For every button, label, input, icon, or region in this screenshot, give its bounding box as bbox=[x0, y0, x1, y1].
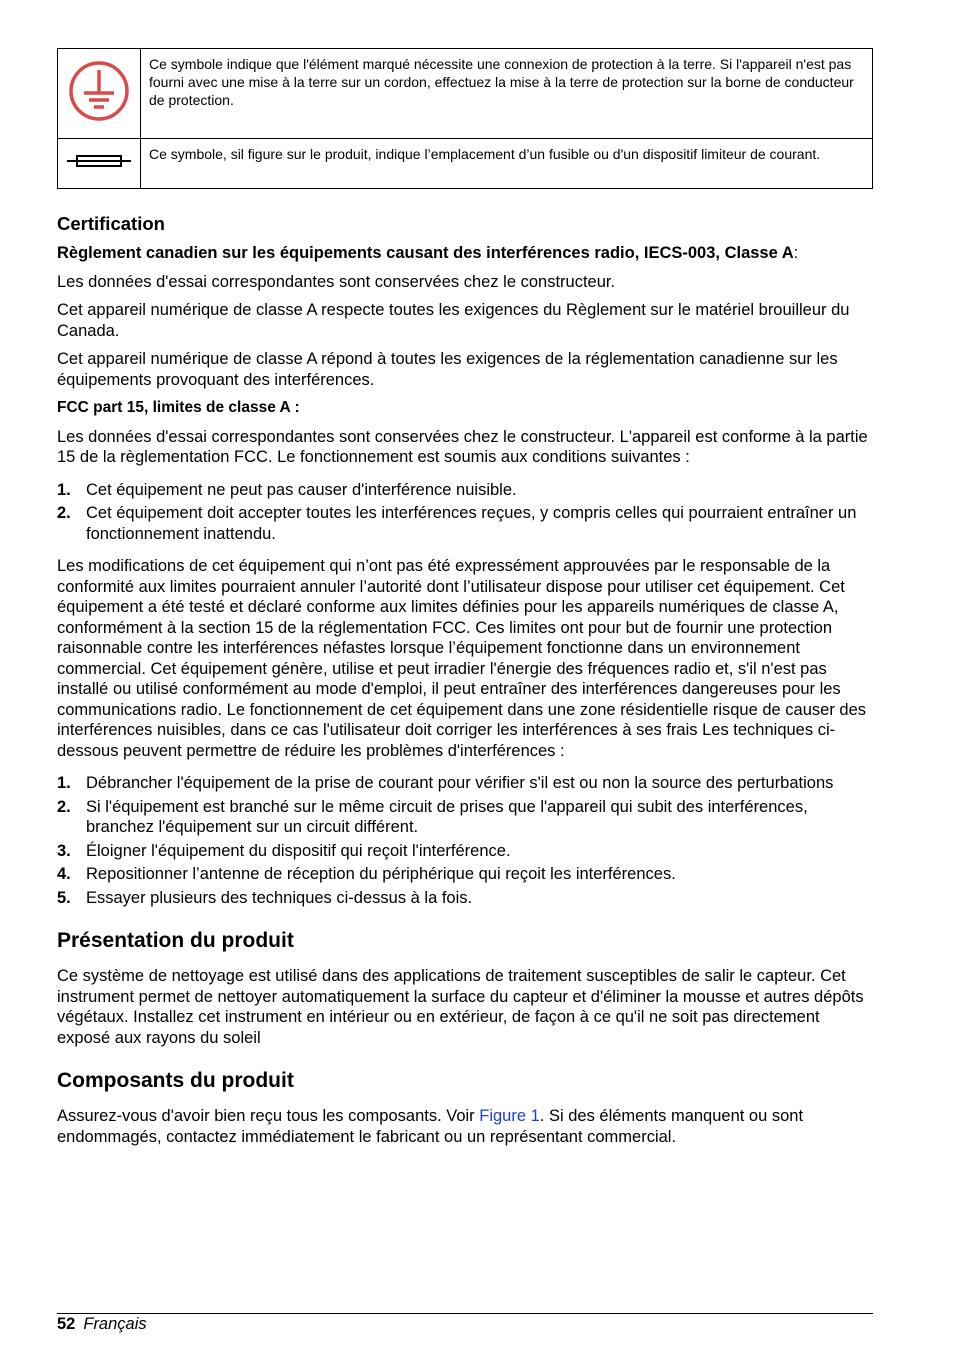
list-item bbox=[57, 797, 873, 838]
table-row bbox=[58, 49, 873, 139]
page-number: 52 bbox=[57, 1315, 76, 1333]
list-item bbox=[57, 888, 873, 909]
list-number: 1. bbox=[57, 774, 71, 792]
list-item bbox=[57, 503, 873, 544]
fcc-title: FCC part 15, limites de classe A : bbox=[57, 399, 300, 416]
protective-earth-ground-icon bbox=[68, 60, 130, 122]
list-number: 2. bbox=[57, 504, 71, 522]
list-item bbox=[57, 864, 873, 885]
list-item bbox=[57, 773, 873, 794]
list-text: Éloigner l'équipement du dispositif qui reçoit l'interférence. bbox=[86, 841, 511, 860]
certification-heading: Certification bbox=[57, 213, 165, 234]
page-content bbox=[57, 48, 873, 1155]
symbol-description: Ce symbole, sil figure sur le produit, indique l’emplacement d’un fusible ou d'un dispositif limiteur de courant. bbox=[141, 139, 873, 189]
paragraph bbox=[57, 1106, 873, 1147]
list-text: Repositionner l’antenne de réception du périphérique qui reçoit les interférences. bbox=[86, 865, 676, 883]
table-row bbox=[58, 139, 873, 189]
paragraph: Cet appareil numérique de classe A respecte toutes les exigences du Règlement sur le matériel brouilleur du Canada. bbox=[57, 301, 850, 340]
components-text-after: . Si des éléments manquent ou sont endommagés, contactez immédiatement le fabricant ou un représentant commercial. bbox=[57, 1107, 804, 1146]
list-number: 3. bbox=[57, 841, 71, 860]
list-text: Cet équipement ne peut pas causer d'interférence nuisible. bbox=[86, 480, 517, 499]
canada-title-text: Règlement canadien sur les équipements causant des interférences radio, IECS-003, Classe A bbox=[57, 244, 794, 262]
fuse-icon bbox=[67, 153, 131, 169]
list-number: 5. bbox=[57, 888, 71, 907]
interference-fix-list bbox=[57, 773, 873, 908]
paragraph: Les données d'essai correspondantes sont conservées chez le constructeur. bbox=[57, 272, 616, 291]
symbols-table bbox=[57, 48, 873, 189]
list-text: Essayer plusieurs des techniques ci-dessus à la fois. bbox=[86, 888, 473, 907]
symbol-cell bbox=[58, 49, 141, 139]
symbol-description: Ce symbole indique que l'élément marqué nécessite une connexion de protection à la terre. Si l'appareil n'est pas fourni avec une mise à la terre sur un cordon, effectuez la mise à la terre de protection sur la borne de conducteur de protection. bbox=[141, 49, 873, 139]
list-number: 4. bbox=[57, 865, 71, 883]
paragraph: Ce système de nettoyage est utilisé dans des applications de traitement susceptibles de salir le capteur. Cet instrument permet de nettoyer automatiquement la surface du capteur et d'éliminer la mousse et autres dépôts végétaux. Installez cet instrument en intérieur ou en extérieur, de façon à ce qu'il ne soit pas directement exposé aux rayons du soleil bbox=[57, 967, 864, 1047]
footer-language: Français bbox=[83, 1315, 147, 1333]
components-text-before: Assurez-vous d'avoir bien reçu tous les composants. Voir bbox=[57, 1107, 480, 1125]
list-text: Si l'équipement est branché sur le même circuit de prises que l'appareil qui subit des interférences, branchez l'équipement sur un circuit différent. bbox=[86, 797, 808, 836]
list-item bbox=[57, 841, 873, 862]
symbol-cell bbox=[58, 139, 141, 189]
figure-1-link[interactable]: Figure 1 bbox=[479, 1107, 540, 1125]
canada-title-colon: : bbox=[793, 244, 799, 262]
list-item bbox=[57, 480, 873, 501]
paragraph: Les modifications de cet équipement qui n’ont pas été expressément approuvées par le responsable de la conformité aux limites pourraient annuler l’autorité dont l’utilisateur dispose pour utiliser cet équipement. Cet équipement a été testé et déclaré conforme aux limites définies pour les appareils numériques de classe A, conformément à la section 15 de la réglementation FCC. Ces limites ont pour but de fournir une protection raisonnable contre les interférences néfastes lorsque l’équipement fonctionne dans un environnement commercial. Cet équipement génère, utilise et peut irradier l'énergie des fréquences radio et, s'il n'est pas installé ou utilisé conformément au mode d'emploi, il peut entraîner des interférences dangereuses pour les communications radio. Le fonctionnement de cet équipement dans une zone résidentielle risque de causer des interférences nuisibles, dans ce cas l'utilisateur doit corriger les interférences à ses frais Les techniques ci-dessous peuvent permettre de réduire les problèmes d'interférences : bbox=[57, 557, 866, 760]
overview-heading: Présentation du produit bbox=[57, 929, 294, 952]
list-text: Cet équipement doit accepter toutes les interférences reçues, y compris celles qui pourraient entraîner un fonctionnement inattendu. bbox=[86, 504, 857, 543]
page-footer bbox=[57, 1313, 873, 1334]
list-number: 2. bbox=[57, 797, 71, 816]
components-heading: Composants du produit bbox=[57, 1069, 294, 1092]
list-text: Débrancher l'équipement de la prise de courant pour vérifier s'il est ou non la source des perturbations bbox=[86, 774, 834, 792]
canada-regulation-title bbox=[57, 243, 873, 264]
paragraph: Cet appareil numérique de classe A répond à toutes les exigences de la réglementation canadienne sur les équipements provoquant des interférences. bbox=[57, 350, 838, 389]
paragraph: Les données d'essai correspondantes sont conservées chez le constructeur. L'appareil est conforme à la partie 15 de la règlementation FCC. Le fonctionnement est soumis aux conditions suivantes : bbox=[57, 427, 868, 466]
list-number: 1. bbox=[57, 480, 71, 499]
fcc-conditions-list bbox=[57, 480, 873, 545]
